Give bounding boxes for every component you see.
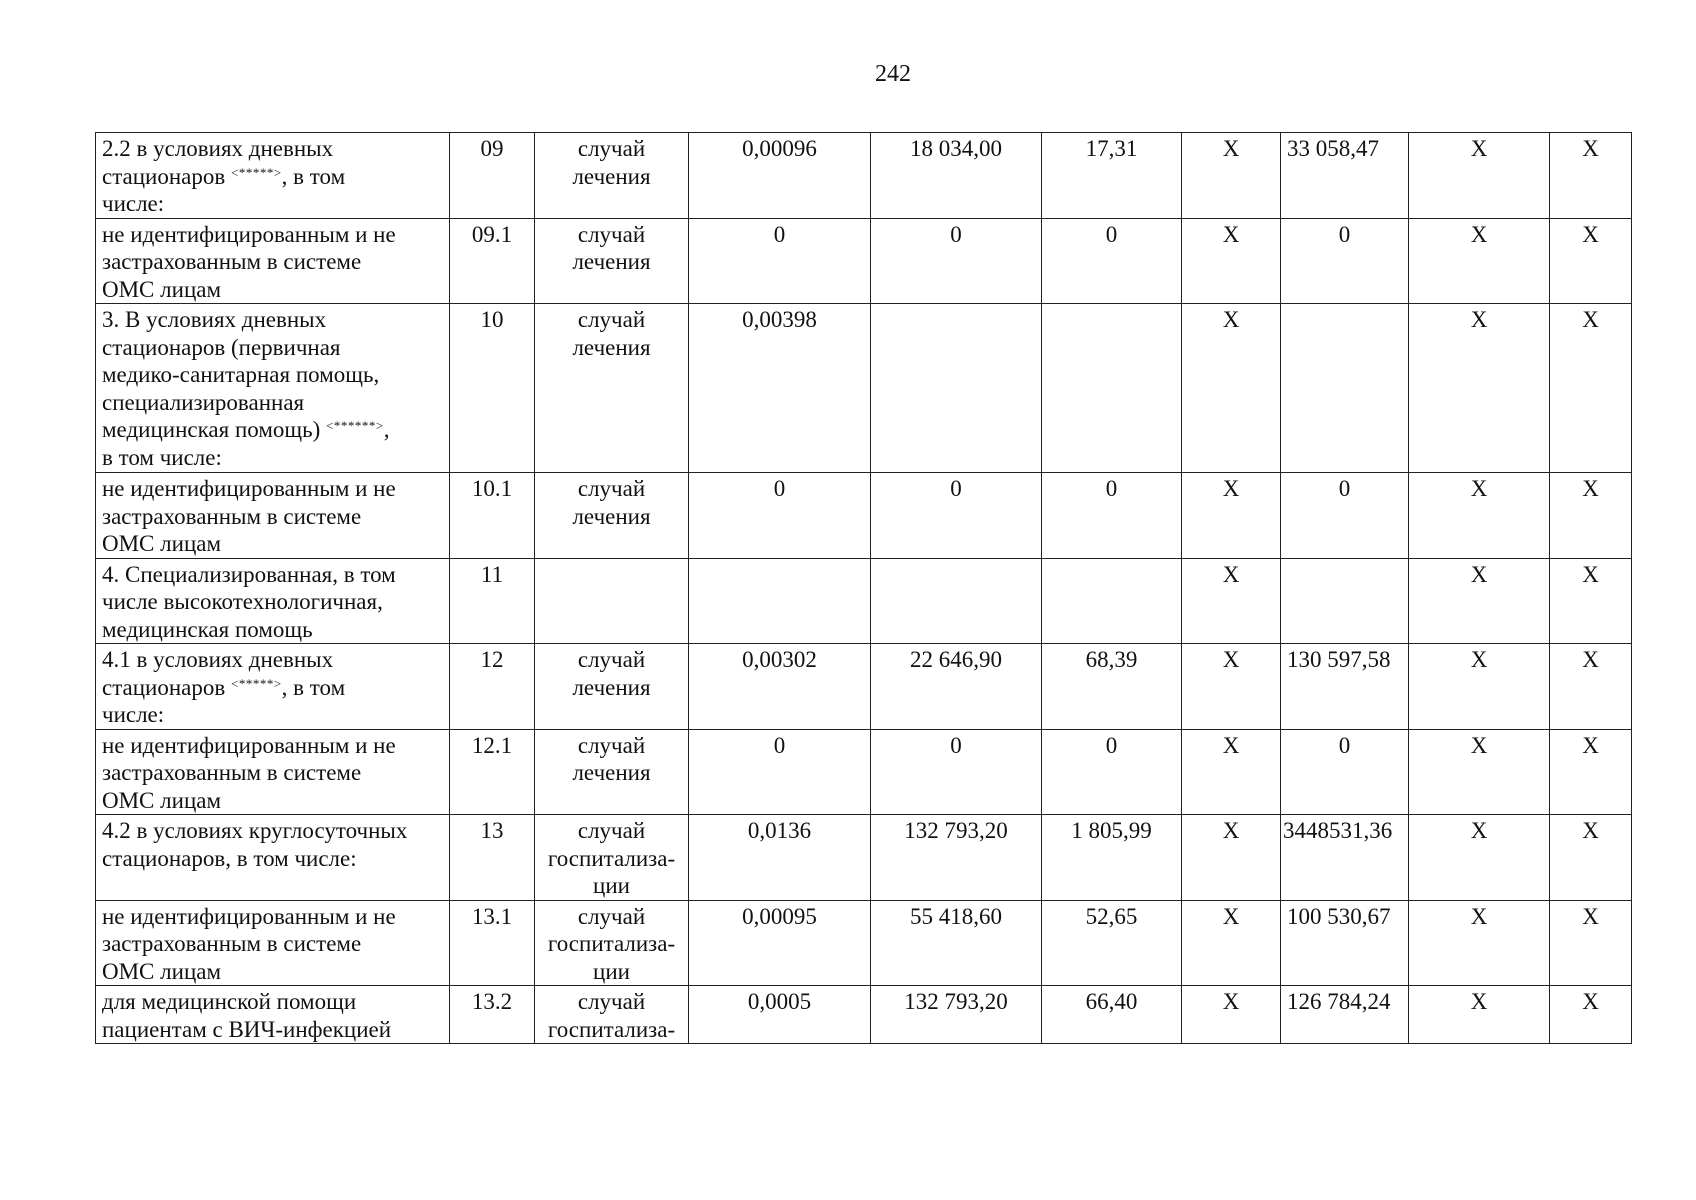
total-cell: 3448531,36 <box>1281 815 1409 901</box>
total-cell: 0 <box>1281 729 1409 815</box>
budget-cell: X <box>1182 644 1281 730</box>
per-capita-cell <box>1042 304 1182 473</box>
share-cell: X <box>1550 304 1632 473</box>
total-cell: 0 <box>1281 218 1409 304</box>
budget-total-cell: X <box>1409 473 1550 559</box>
row-name-cell: не идентифицированным и не застрахованным в системе ОМС лицам <box>96 218 450 304</box>
table-row <box>96 644 1632 730</box>
cost-per-unit-cell: 0 <box>871 218 1042 304</box>
row-unit-cell: случай лечения <box>535 304 689 473</box>
row-name-cell: не идентифицированным и не застрахованным в системе ОМС лицам <box>96 473 450 559</box>
row-code-cell: 12 <box>450 644 535 730</box>
share-cell: X <box>1550 815 1632 901</box>
per-capita-cell: 68,39 <box>1042 644 1182 730</box>
row-name-cell: 2.2 в условиях дневных стационаров <*****>, в том числе: <box>96 133 450 219</box>
normative-volume-cell: 0 <box>689 218 871 304</box>
share-cell: X <box>1550 729 1632 815</box>
row-unit-cell: случай лечения <box>535 644 689 730</box>
share-cell: X <box>1550 986 1632 1044</box>
row-unit-cell <box>535 558 689 644</box>
total-cell: 130 597,58 <box>1281 644 1409 730</box>
normative-volume-cell: 0,00095 <box>689 900 871 986</box>
normative-volume-cell: 0 <box>689 473 871 559</box>
row-code-cell: 13 <box>450 815 535 901</box>
row-unit-cell: случай лечения <box>535 729 689 815</box>
footnote-marker: <******> <box>326 418 384 433</box>
cost-per-unit-cell: 55 418,60 <box>871 900 1042 986</box>
total-cell: 126 784,24 <box>1281 986 1409 1044</box>
total-cell: 33 058,47 <box>1281 133 1409 219</box>
row-unit-cell: случай лечения <box>535 218 689 304</box>
page-number: 242 <box>875 61 911 87</box>
per-capita-cell: 1 805,99 <box>1042 815 1182 901</box>
normative-volume-cell: 0,0005 <box>689 986 871 1044</box>
budget-cell: X <box>1182 900 1281 986</box>
row-name-cell: не идентифицированным и не застрахованным в системе ОМС лицам <box>96 900 450 986</box>
row-code-cell: 12.1 <box>450 729 535 815</box>
budget-total-cell: X <box>1409 815 1550 901</box>
normative-volume-cell: 0,00302 <box>689 644 871 730</box>
table-row <box>96 133 1632 219</box>
per-capita-cell: 17,31 <box>1042 133 1182 219</box>
total-cell: 100 530,67 <box>1281 900 1409 986</box>
row-unit-cell: случай лечения <box>535 133 689 219</box>
share-cell: X <box>1550 558 1632 644</box>
table-row <box>96 218 1632 304</box>
per-capita-cell: 52,65 <box>1042 900 1182 986</box>
budget-cell: X <box>1182 558 1281 644</box>
table-row <box>96 900 1632 986</box>
table-row <box>96 729 1632 815</box>
row-code-cell: 09.1 <box>450 218 535 304</box>
normative-volume-cell: 0,00096 <box>689 133 871 219</box>
budget-cell: X <box>1182 815 1281 901</box>
total-cell <box>1281 558 1409 644</box>
footnote-marker: <*****> <box>231 675 282 691</box>
cost-per-unit-cell: 0 <box>871 729 1042 815</box>
row-unit-cell: случай госпитализа- <box>535 986 689 1044</box>
normative-volume-cell: 0,00398 <box>689 304 871 473</box>
budget-total-cell: X <box>1409 304 1550 473</box>
row-name-cell: 4. Специализированная, в том числе высокотехнологичная, медицинская помощь <box>96 558 450 644</box>
row-name-cell: 4.1 в условиях дневных стационаров <*****>, в том числе: <box>96 644 450 730</box>
row-code-cell: 10.1 <box>450 473 535 559</box>
share-cell: X <box>1550 900 1632 986</box>
table-row <box>96 815 1632 901</box>
normative-volume-cell: 0 <box>689 729 871 815</box>
row-name-cell: не идентифицированным и не застрахованным в системе ОМС лицам <box>96 729 450 815</box>
budget-total-cell: X <box>1409 729 1550 815</box>
row-code-cell: 13.2 <box>450 986 535 1044</box>
row-name-cell: для медицинской помощи пациентам с ВИЧ-инфекцией <box>96 986 450 1044</box>
budget-total-cell: X <box>1409 900 1550 986</box>
table-row <box>96 986 1632 1044</box>
budget-cell: X <box>1182 473 1281 559</box>
data-table <box>95 132 1632 1044</box>
per-capita-cell: 0 <box>1042 729 1182 815</box>
row-name-cell: 3. В условиях дневных стационаров (первичная медико-санитарная помощь, специализированная медицинская помощь) <******>, в том числе: <box>96 304 450 473</box>
row-unit-cell: случай лечения <box>535 473 689 559</box>
budget-total-cell: X <box>1409 133 1550 219</box>
row-code-cell: 10 <box>450 304 535 473</box>
table-row <box>96 304 1632 473</box>
budget-total-cell: X <box>1409 558 1550 644</box>
cost-per-unit-cell <box>871 558 1042 644</box>
budget-cell: X <box>1182 304 1281 473</box>
per-capita-cell <box>1042 558 1182 644</box>
cost-per-unit-cell: 132 793,20 <box>871 815 1042 901</box>
per-capita-cell: 66,40 <box>1042 986 1182 1044</box>
budget-total-cell: X <box>1409 986 1550 1044</box>
row-code-cell: 13.1 <box>450 900 535 986</box>
share-cell: X <box>1550 218 1632 304</box>
cost-per-unit-cell: 0 <box>871 473 1042 559</box>
cost-per-unit-cell <box>871 304 1042 473</box>
normative-volume-cell: 0,0136 <box>689 815 871 901</box>
cost-per-unit-cell: 22 646,90 <box>871 644 1042 730</box>
budget-cell: X <box>1182 729 1281 815</box>
footnote-marker: <*****> <box>231 164 282 180</box>
share-cell: X <box>1550 473 1632 559</box>
budget-total-cell: X <box>1409 218 1550 304</box>
row-unit-cell: случай госпитализа- ции <box>535 815 689 901</box>
cost-per-unit-cell: 18 034,00 <box>871 133 1042 219</box>
cost-per-unit-cell: 132 793,20 <box>871 986 1042 1044</box>
table-row <box>96 558 1632 644</box>
share-cell: X <box>1550 133 1632 219</box>
budget-cell: X <box>1182 218 1281 304</box>
table-row <box>96 473 1632 559</box>
share-cell: X <box>1550 644 1632 730</box>
row-code-cell: 09 <box>450 133 535 219</box>
row-name-cell: 4.2 в условиях круглосуточных стационаров, в том числе: <box>96 815 450 901</box>
budget-cell: X <box>1182 986 1281 1044</box>
per-capita-cell: 0 <box>1042 218 1182 304</box>
row-code-cell: 11 <box>450 558 535 644</box>
total-cell: 0 <box>1281 473 1409 559</box>
per-capita-cell: 0 <box>1042 473 1182 559</box>
normative-volume-cell <box>689 558 871 644</box>
budget-cell: X <box>1182 133 1281 219</box>
row-unit-cell: случай госпитализа- ции <box>535 900 689 986</box>
total-cell <box>1281 304 1409 473</box>
budget-total-cell: X <box>1409 644 1550 730</box>
